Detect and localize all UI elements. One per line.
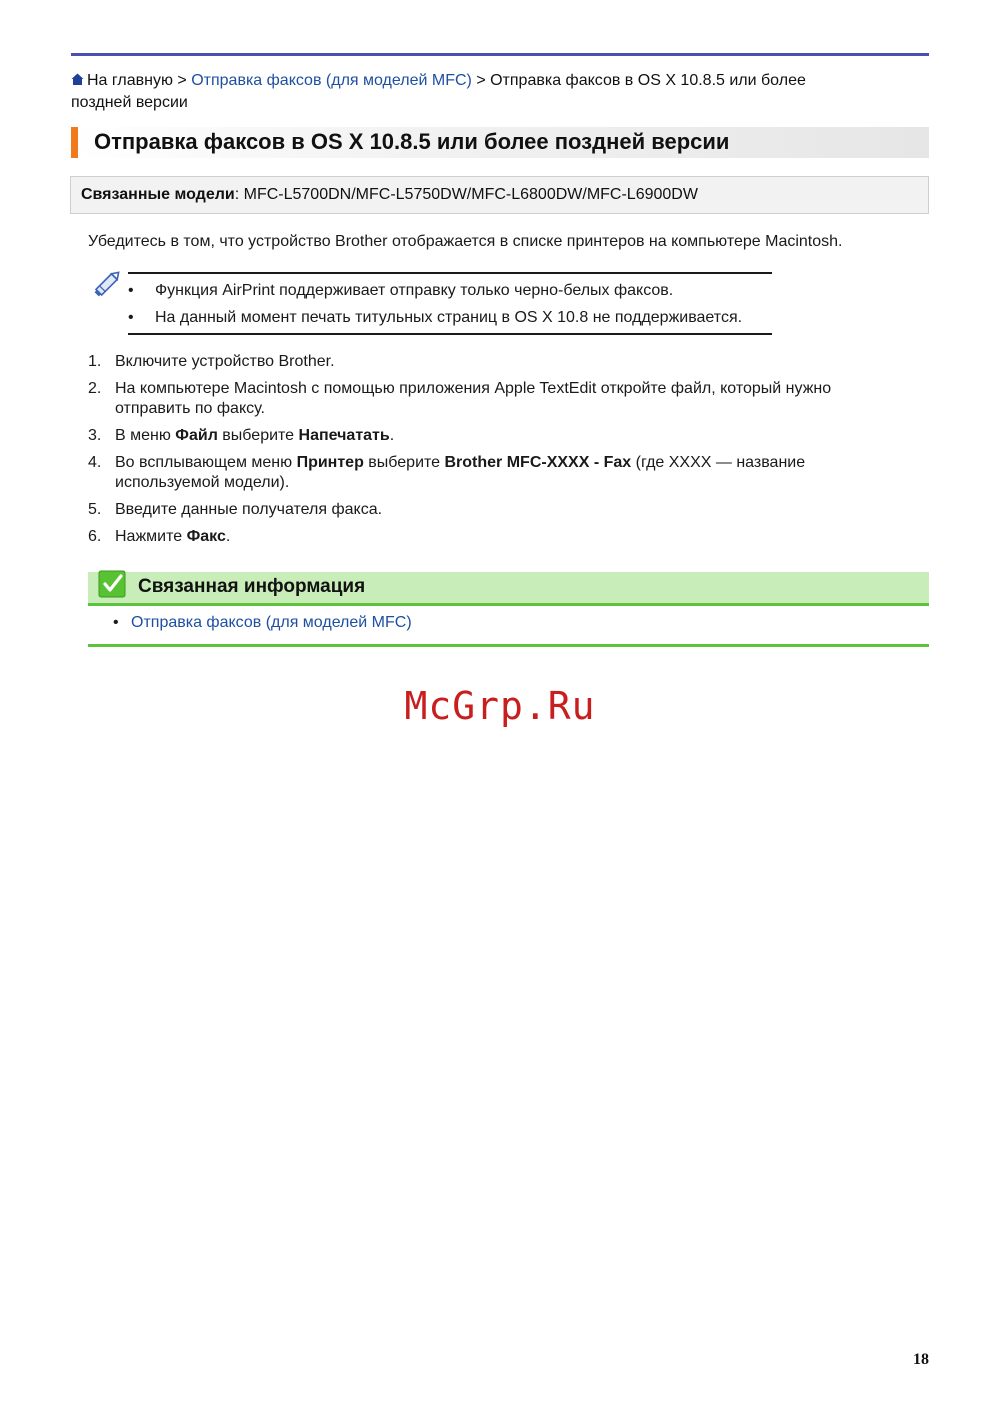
step-number: 3. — [88, 427, 102, 444]
related-models — [81, 186, 698, 204]
step-number: 6. — [88, 528, 102, 545]
step-number: 1. — [88, 353, 102, 370]
step-text: (где XXXX — название используемой модели). — [115, 454, 806, 491]
steps-list — [88, 352, 888, 554]
related-info-link[interactable]: Отправка факсов (для моделей MFC) — [131, 614, 412, 631]
step-item — [88, 500, 888, 520]
title-accent — [71, 127, 78, 158]
related-models-label: Связанные модели — [81, 186, 235, 203]
related-info-divider — [88, 644, 929, 647]
step-text: Во всплывающем меню — [115, 454, 297, 471]
note-item-text: На данный момент печать титульных страниц в OS X 10.8 не поддерживается. — [155, 309, 743, 326]
step-ui-term: Напечатать — [298, 427, 390, 444]
step-item — [88, 527, 888, 547]
breadcrumb-current: Отправка факсов в OS X 10.8.5 или более — [490, 72, 806, 89]
step-ui-term: Факс — [186, 528, 226, 545]
breadcrumb-separator: > — [476, 72, 486, 89]
step-text: выберите — [363, 454, 445, 471]
breadcrumb-current-cont: поздней версии — [71, 94, 188, 111]
step-text: На компьютере Macintosh с помощью приложения Apple TextEdit откройте файл, который нужно отправить по факсу. — [115, 380, 832, 417]
top-rule — [71, 53, 929, 56]
related-models-box — [70, 176, 929, 214]
step-ui-term: Brother MFC-XXXX - Fax — [444, 454, 632, 471]
step-ui-term: Принтер — [296, 454, 364, 471]
step-text: В меню — [115, 427, 176, 444]
pencil-icon — [91, 266, 125, 305]
related-info-header — [88, 572, 929, 606]
page-number: 18 — [913, 1351, 929, 1368]
step-text: Включите устройство Brother. — [115, 353, 335, 370]
step-text: . — [389, 427, 395, 444]
note-item-text: Функция AirPrint поддерживает отправку только черно-белых факсов. — [155, 282, 674, 299]
step-text: выберите — [217, 427, 299, 444]
step-item — [88, 352, 888, 372]
breadcrumb — [71, 70, 911, 113]
step-number: 4. — [88, 454, 102, 471]
step-item — [88, 453, 888, 493]
step-text: Нажмите — [115, 528, 187, 545]
watermark: McGrp.Ru — [404, 684, 596, 728]
note-box: • Функция AirPrint поддерживает отправку только черно-белых факсов. • На данный момент печать титульных страниц в OS X 10.8 не поддерживается. — [128, 272, 772, 335]
breadcrumb-separator: > — [177, 72, 187, 89]
step-ui-term: Файл — [175, 427, 218, 444]
step-item — [88, 379, 888, 419]
related-info-title: Связанная информация — [138, 576, 366, 597]
related-models-value: : MFC-L5700DN/MFC-L5750DW/MFC-L6800DW/MFC-L6900DW — [234, 186, 698, 203]
page-title: Отправка факсов в OS X 10.8.5 или более поздней версии — [94, 129, 730, 154]
page-title-bar — [71, 127, 929, 158]
home-icon[interactable] — [71, 71, 84, 92]
step-item — [88, 426, 888, 446]
breadcrumb-parent-link[interactable]: Отправка факсов (для моделей MFC) — [191, 72, 472, 89]
checkmark-icon — [98, 569, 128, 604]
step-text: Введите данные получателя факса. — [115, 501, 383, 518]
intro-text: Убедитесь в том, что устройство Brother отображается в списке принтеров на компьютере Macintosh. — [88, 233, 843, 250]
step-number: 2. — [88, 380, 102, 397]
breadcrumb-home-link[interactable]: На главную — [87, 72, 173, 89]
step-text: . — [225, 528, 231, 545]
step-number: 5. — [88, 501, 102, 518]
